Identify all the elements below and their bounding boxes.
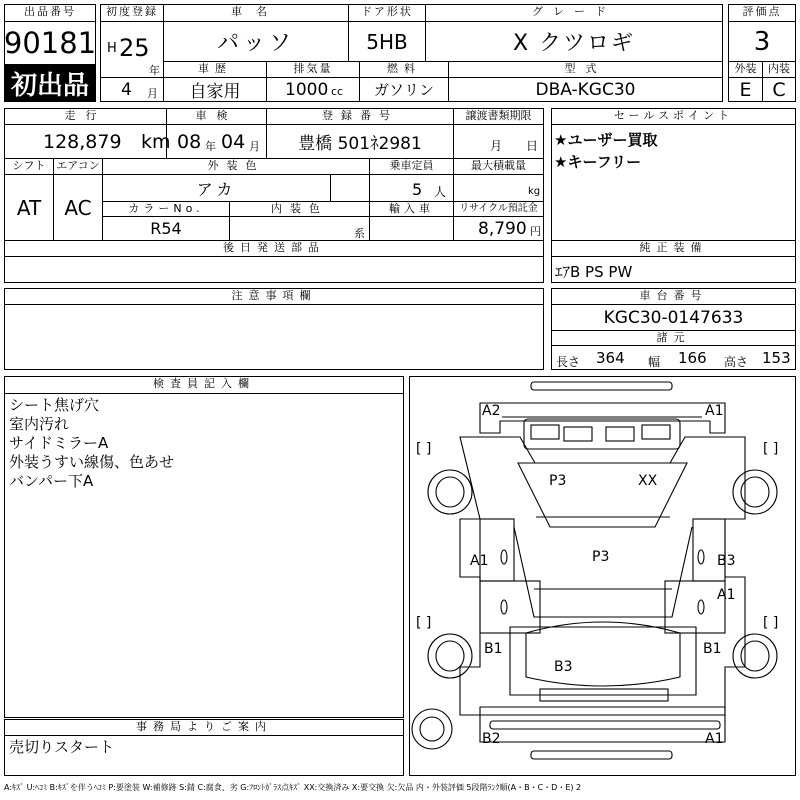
mark-b1-right-rear: B1 (703, 641, 722, 657)
era-letter: H (107, 41, 117, 56)
left-bracket-rear: [ ] (416, 615, 432, 631)
grade-label: グレード (425, 4, 723, 22)
grade: X クツロギ (425, 21, 723, 62)
import-flag (369, 216, 454, 241)
mileage-label: 走行 (4, 108, 167, 125)
interior-grade: C (762, 77, 796, 102)
displacement-unit: cc (331, 85, 344, 98)
exterior-grade-label: 外装 (728, 61, 763, 78)
width-label: 幅 (648, 355, 661, 369)
caution-label: 注意事項欄 (4, 288, 544, 305)
capacity-value: 5 (412, 180, 423, 199)
first-listing-badge: 初出品 (4, 64, 96, 102)
car-name-label: 車名 (163, 4, 349, 22)
transfer-month-unit: 月 (490, 139, 503, 153)
inspection-year-unit: 年 (205, 140, 216, 153)
inspector-note: バンパー下A (9, 472, 94, 490)
displacement-value: 1000 (285, 80, 329, 100)
fuel-label: 燃料 (359, 61, 449, 78)
exterior-grade: E (728, 77, 763, 102)
left-bracket-front: [ ] (416, 441, 432, 457)
exterior-color-label: 外装色 (102, 158, 370, 175)
recycle-fee-value: 8,790 (478, 219, 527, 239)
lot-number-label: 出品番号 (4, 4, 96, 22)
mark-b1-left-rear: B1 (484, 641, 503, 657)
office-notice: 売切りスタート (9, 738, 115, 756)
recycle-fee-label: リサイクル預託金 (453, 201, 544, 217)
inspection-month-unit: 月 (249, 140, 260, 153)
registration-month: 4 (121, 80, 132, 100)
length-value: 364 (596, 349, 625, 367)
displacement (266, 77, 360, 102)
max-load-label: 最大積載量 (453, 158, 544, 175)
inspector-notes-label: 検査員記入欄 (4, 376, 404, 394)
lot-number: 90181 (4, 21, 96, 65)
inspection-label: 車検 (166, 108, 267, 125)
interior-color-unit: 系 (354, 227, 365, 240)
history-label: 車歴 (163, 61, 267, 78)
later-parts-label: 後日発送部品 (4, 240, 544, 257)
damage-diagram (409, 376, 796, 776)
aircon: AC (53, 174, 103, 241)
mark-p3-hood: P3 (549, 473, 567, 489)
color-number-label: カラーNo. (102, 201, 230, 217)
month-unit: 月 (147, 87, 158, 100)
inspector-notes-box (4, 393, 404, 718)
office-notice-box (4, 735, 404, 776)
mark-xx-windshield: XX (638, 473, 658, 489)
equipment-label: 純正装備 (551, 240, 796, 257)
inspector-note: 外装うすい線傷、色あせ (9, 453, 175, 471)
mark-p3-roof: P3 (592, 549, 610, 565)
mark-b3-trunk: B3 (554, 659, 573, 675)
equipment-value: ｴｱB PS PW (555, 263, 633, 281)
max-load-unit: kg (528, 186, 541, 197)
car-outline-diagram (410, 377, 795, 775)
exterior-color: アカ (102, 174, 331, 202)
office-notice-label: 事務局よりご案内 (4, 719, 404, 736)
first-registration-month (100, 77, 164, 102)
chassis-number: KGC30-0147633 (551, 304, 796, 331)
mileage (4, 124, 171, 159)
mileage-unit: km (141, 131, 171, 153)
displacement-label: 排気量 (266, 61, 360, 78)
shift-label: シフト (4, 158, 54, 175)
history: 自家用 (163, 77, 267, 102)
chassis-number-label: 車台番号 (551, 288, 796, 305)
inspector-note: 室内汚れ (9, 415, 70, 433)
door-type: 5HB (348, 21, 426, 62)
model-label: 型式 (448, 61, 723, 78)
mark-a2-front-left: A2 (482, 403, 501, 419)
score-label: 評価点 (728, 4, 796, 22)
width-value: 166 (678, 349, 707, 367)
model: DBA-KGC30 (448, 77, 723, 102)
damage-legend: A:ｷｽﾞ U:ﾍｺﾐ B:ｷｽﾞを伴うﾍｺﾐ P:要塗装 W:補修跡 S:錆 C:腐食、劣 G:ﾌﾛﾝﾄｶﾞﾗｽ点ｷｽﾞ XX:交換済み X:要交換 欠:欠品 内・外装評価 5段階ﾗﾝｸ順(A・B・C・D・E) 2 (4, 783, 582, 792)
color-number: R54 (102, 216, 230, 241)
capacity-unit: 人 (434, 185, 447, 199)
sales-point-box (551, 124, 796, 241)
first-registration-label: 初度登録 (100, 4, 164, 22)
inspector-note: シート焦げ穴 (9, 396, 100, 414)
capacity-label: 乗車定員 (369, 158, 454, 175)
right-bracket-rear: [ ] (763, 615, 779, 631)
height-label: 高さ (724, 355, 749, 369)
max-load (453, 174, 544, 202)
capacity (369, 174, 454, 202)
caution-box (4, 304, 544, 370)
mileage-value: 128,879 (43, 131, 122, 153)
inspection-month: 04 (221, 131, 246, 153)
shift: AT (4, 174, 54, 241)
interior-color-label: 内装色 (229, 201, 370, 217)
recycle-fee-unit: 円 (530, 225, 541, 238)
first-registration-year (100, 21, 164, 78)
dimensions (551, 345, 796, 370)
car-name: パッソ (163, 21, 349, 62)
sales-point-item: ★ユーザー買取 (554, 131, 658, 149)
door-type-label: ドア形状 (348, 4, 426, 22)
transfer-deadline (453, 124, 544, 159)
specs-label: 諸元 (551, 330, 796, 346)
registration-year: 25 (119, 34, 150, 62)
mark-a1-right-rear: A1 (717, 587, 736, 603)
mark-a1-rear-right: A1 (705, 731, 724, 747)
plate-number: 豊橋 501ﾈ2981 (266, 124, 454, 159)
aircon-label: エアコン (53, 158, 103, 175)
mark-a1-left: A1 (470, 553, 489, 569)
sales-point-label: セールスポイント (551, 108, 796, 125)
transfer-deadline-label: 譲渡書類期限 (453, 108, 544, 125)
length-label: 長さ (556, 355, 581, 369)
fuel: ガソリン (359, 77, 449, 102)
plate-label: 登録番号 (266, 108, 454, 125)
year-unit: 年 (149, 64, 160, 77)
inspection-expiry (166, 124, 267, 159)
recycle-fee (453, 216, 544, 241)
height-value: 153 (762, 349, 791, 367)
transfer-day-unit: 日 (526, 139, 539, 153)
mark-b2-rear-left: B2 (482, 731, 501, 747)
mark-b3-right: B3 (717, 553, 736, 569)
inspector-note: サイドミラーA (9, 434, 109, 452)
score: 3 (728, 21, 796, 62)
sales-point-item: ★キーフリー (554, 153, 642, 171)
import-label: 輸入車 (369, 201, 454, 217)
interior-color (229, 216, 370, 241)
mark-a1-front-right: A1 (705, 403, 724, 419)
equipment-box (551, 256, 796, 283)
interior-grade-label: 内装 (762, 61, 796, 78)
inspection-year: 08 (177, 131, 202, 153)
right-bracket-front: [ ] (763, 441, 779, 457)
later-parts-box (4, 256, 544, 283)
exterior-color-extra (330, 174, 370, 202)
